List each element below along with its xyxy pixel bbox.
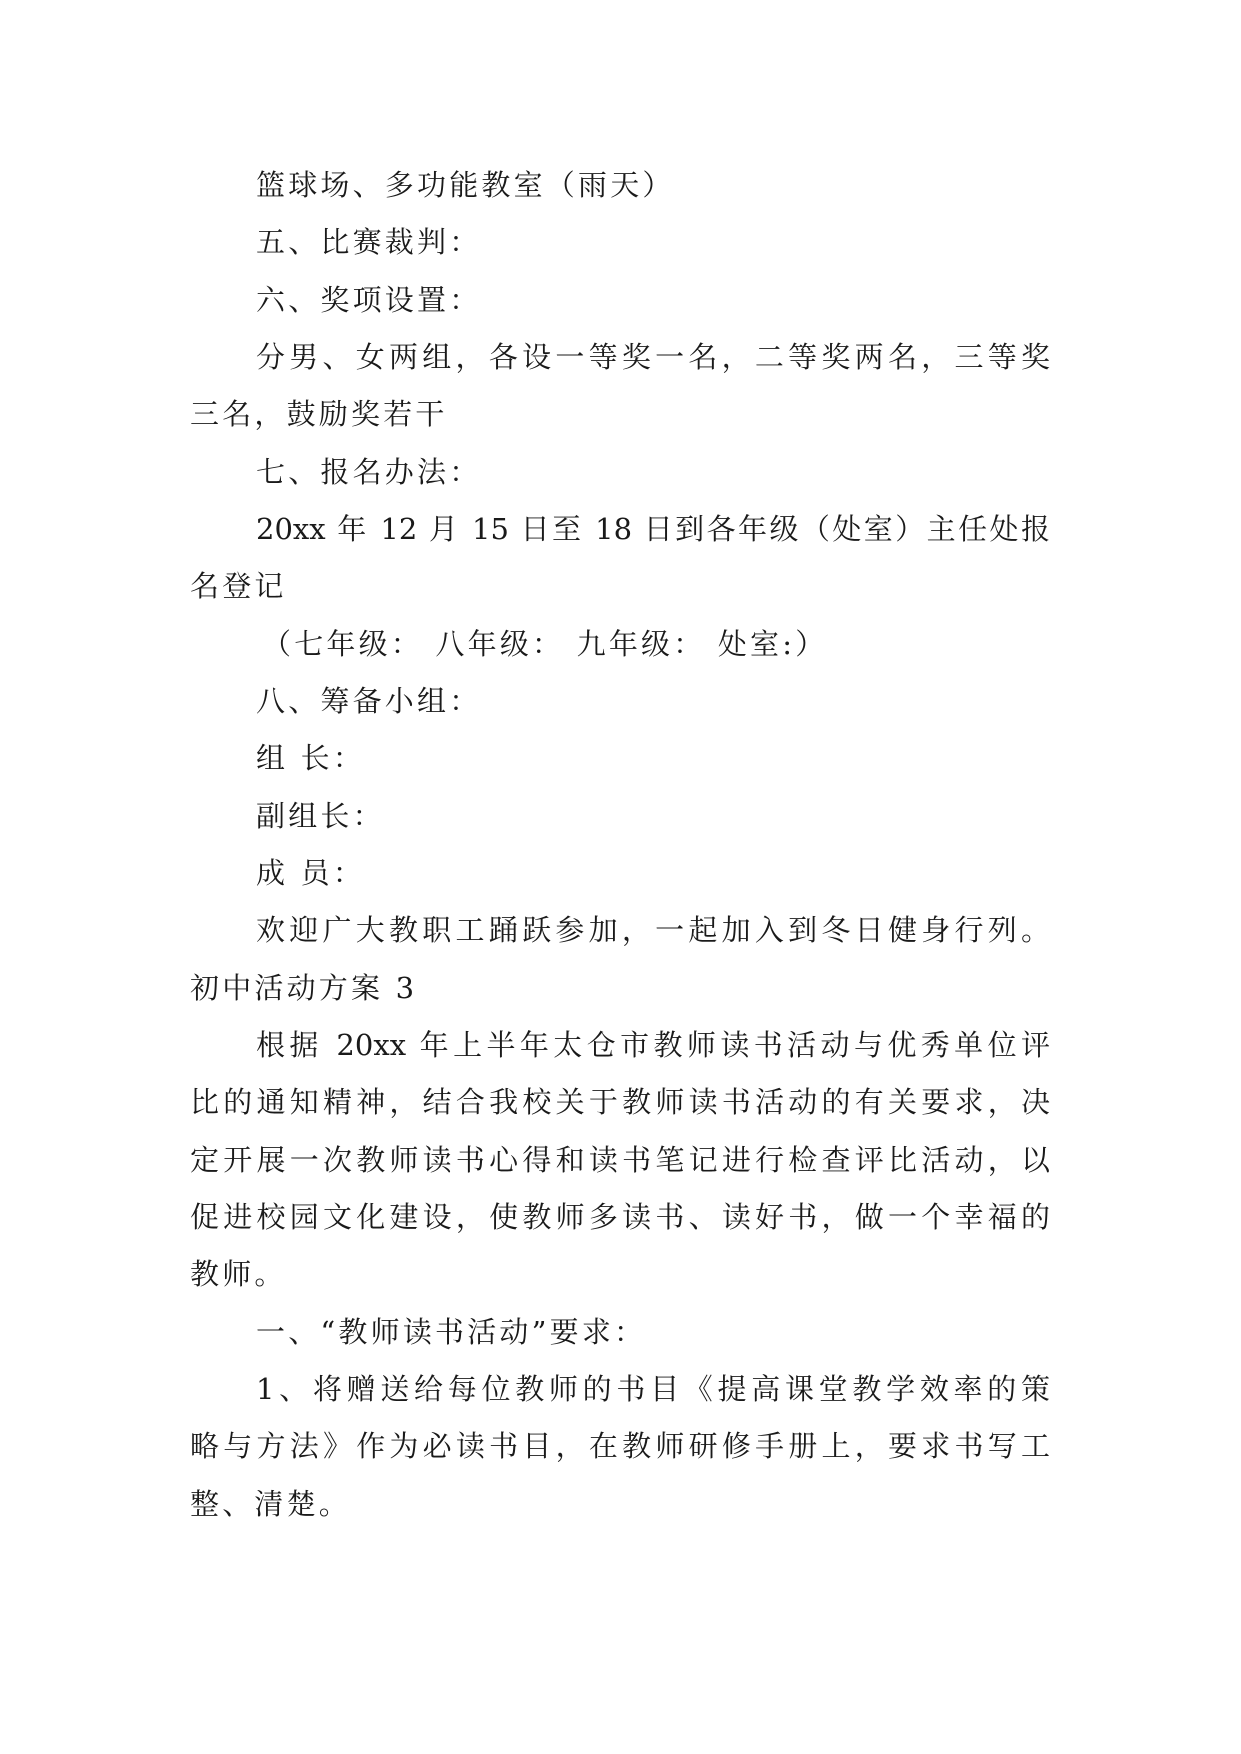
text-line: 根据 20xx 年上半年太仓市教师读书活动与优秀单位评 [256, 1028, 1050, 1062]
text-line: 欢迎广大教职工踊跃参加，一起加入到冬日健身行列。 [256, 913, 1050, 947]
text-line: 篮球场、多功能教室（雨天） [256, 168, 675, 202]
text-line: 促进校园文化建设，使教师多读书、读好书，做一个幸福的 [190, 1200, 1050, 1234]
text-line: 1、将赠送给每位教师的书目《提高课堂教学效率的策 [256, 1372, 1050, 1406]
text-line: 教师。 [190, 1257, 287, 1291]
section-heading: 六、奖项设置： [256, 283, 482, 317]
text-line: 组 长： [256, 741, 366, 775]
section-heading: 一、“教师读书活动”要求： [256, 1315, 647, 1349]
section-heading: 五、比赛裁判： [256, 225, 482, 259]
text-line: 三名，鼓励奖若干 [190, 397, 448, 431]
text-line: 副组长： [256, 799, 385, 833]
text-line: 略与方法》作为必读书目，在教师研修手册上，要求书写工 [190, 1429, 1050, 1463]
text-line: 名登记 [190, 569, 287, 603]
text-line: 成 员： [256, 856, 366, 890]
section-heading: 七、报名办法： [256, 455, 482, 489]
section-heading: 八、筹备小组： [256, 684, 482, 718]
text-line: 20xx 年 12 月 15 日至 18 日到各年级（处室）主任处报 [256, 512, 1050, 546]
text-line: 整、清楚。 [190, 1487, 352, 1521]
document-heading: 初中活动方案 3 [190, 971, 418, 1005]
text-line: 定开展一次教师读书心得和读书笔记进行检查评比活动，以 [190, 1143, 1050, 1177]
text-line: （七年级： 八年级： 九年级： 处室:） [262, 627, 828, 661]
text-line: 比的通知精神，结合我校关于教师读书活动的有关要求，决 [190, 1085, 1050, 1119]
text-line: 分男、女两组，各设一等奖一名，二等奖两名，三等奖 [256, 340, 1050, 374]
